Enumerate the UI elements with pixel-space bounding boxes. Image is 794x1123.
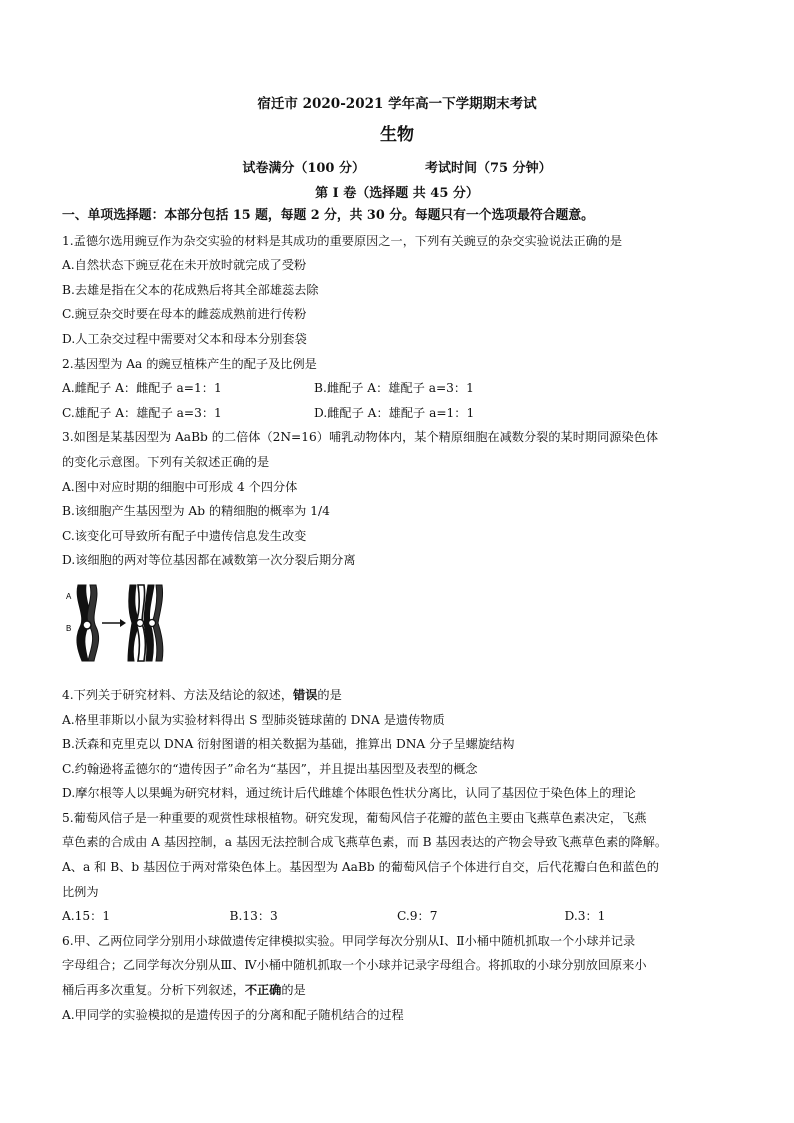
q3-option-d: D.该细胞的两对等位基因都在减数第一次分裂后期分离	[62, 553, 356, 568]
subject-title: 生物	[380, 125, 414, 145]
chromosome-pair-before	[77, 585, 99, 661]
q5-option-a: A.15：1	[62, 909, 111, 924]
q1-option-c: C.豌豆杂交时要在母本的雌蕊成熟前进行传粉	[62, 307, 307, 322]
chromosome-crossover-diagram	[64, 581, 174, 665]
q2-stem: 2.基因型为 Aa 的豌豆植株产生的配子及比例是	[62, 356, 317, 371]
q6-stem-emphasis: 不正确	[244, 983, 282, 998]
q6-stem-line2: 字母组合；乙同学每次分别从Ⅲ、Ⅳ小桶中随机抓取一个小球并记录字母组合。将抓取的小球分别放回原来小	[62, 958, 647, 973]
q4-stem-pre: 4.下列关于研究材料、方法及结论的叙述，	[62, 687, 294, 702]
q3-option-c: C.该变化可导致所有配子中遗传信息发生改变	[62, 528, 307, 543]
q5-options	[62, 904, 732, 929]
full-score-label: 试卷满分（100 分）	[242, 161, 366, 176]
q2-option-a: A.雌配子 A：雌配子 a=1：1	[62, 381, 222, 396]
q5-stem-line1: 5.葡萄风信子是一种重要的观赏性球根植物。研究发现，葡萄风信子花瓣的蓝色主要由飞燕草色素决定，飞燕	[62, 810, 647, 825]
q1-option-d: D.人工杂交过程中需要对父本和母本分别套袋	[62, 331, 307, 346]
exam-meta	[0, 157, 794, 176]
q2-option-c: C.雄配子 A：雄配子 a=3：1	[62, 405, 222, 420]
q6-stem-post: 的是	[281, 983, 306, 998]
q2-options-row2	[62, 401, 732, 426]
q4-option-d: D.摩尔根等人以果蝇为研究材料，通过统计后代雌雄个体眼色性状分离比，认同了基因位于染色体上的理论	[62, 786, 636, 801]
q1-stem: 1.孟德尔选用豌豆作为杂交实验的材料是其成功的重要原因之一，下列有关豌豆的杂交实验说法正确的是	[62, 233, 623, 248]
q3-option-a: A.图中对应时期的细胞中可形成 4 个四分体	[62, 479, 298, 494]
q1-option-b: B.去雄是指在父本的花成熟后将其全部雄蕊去除	[62, 282, 319, 297]
chromosome-figure	[62, 573, 732, 683]
figure-label-a: A	[66, 591, 72, 601]
questions	[62, 204, 732, 1027]
q6-option-a: A.甲同学的实验模拟的是遗传因子的分离和配子随机结合的过程	[62, 1007, 404, 1022]
q6-stem-line3	[62, 978, 732, 1003]
q4-stem-post: 的是	[317, 687, 342, 702]
q2-option-d: D.雌配子 A：雄配子 a=1：1	[314, 405, 475, 420]
q4-stem	[62, 683, 732, 708]
q1-option-a: A.自然状态下豌豆花在未开放时就完成了受粉	[62, 258, 307, 273]
q4-option-b: B.沃森和克里克以 DNA 衍射图谱的相关数据为基础，推算出 DNA 分子呈螺旋结构	[62, 737, 515, 752]
q5-option-d: D.3：1	[564, 909, 606, 924]
q5-stem-line2: 草色素的合成由 A 基因控制，a 基因无法控制合成飞燕草色素，而 B 基因表达的产物会导致飞燕草色素的降解。	[62, 835, 668, 850]
q4-option-c: C.约翰逊将孟德尔的“遗传因子”命名为“基因”，并且提出基因型及表型的概念	[62, 761, 478, 776]
figure-label-b: B	[66, 623, 72, 633]
q2-option-b: B.雌配子 A：雄配子 a=3：1	[314, 381, 474, 396]
q5-option-b: B.13：3	[229, 909, 278, 924]
section-heading: 一、单项选择题：本部分包括 15 题，每题 2 分，共 30 分。每题只有一个选项最符合题意。	[62, 208, 594, 223]
exam-title: 宿迁市 2020-2021 学年高一下学期期末考试	[257, 96, 537, 112]
q6-stem-line1: 6.甲、乙两位同学分别用小球做遗传定律模拟实验。甲同学每次分别从Ⅰ、Ⅱ小桶中随机抓取一个小球并记录	[62, 933, 636, 948]
arrow-icon	[102, 619, 126, 627]
q4-stem-emphasis: 错误	[293, 687, 318, 702]
exam-time-label: 考试时间（75 分钟）	[425, 161, 552, 176]
q4-option-a: A.格里菲斯以小鼠为实验材料得出 S 型肺炎链球菌的 DNA 是遗传物质	[62, 712, 445, 727]
q6-stem-pre: 桶后再多次重复。分析下列叙述，	[62, 983, 245, 998]
q5-stem-line4: 比例为	[62, 884, 99, 899]
volume-title: 第 Ⅰ 卷（选择题 共 45 分）	[315, 186, 479, 201]
q3-stem-line1: 3.如图是某基因型为 AaBb 的二倍体（2N=16）哺乳动物体内，某个精原细胞在减数分裂的某时期同源染色体	[62, 430, 659, 445]
q5-stem-line3: A、a 和 B、b 基因位于两对常染色体上。基因型为 AaBb 的葡萄风信子个体进行自交，后代花瓣白色和蓝色的	[62, 860, 659, 875]
q3-stem-line2: 的变化示意图。下列有关叙述正确的是	[62, 454, 270, 469]
q2-options-row1	[62, 376, 732, 401]
q3-option-b: B.该细胞产生基因型为 Ab 的精细胞的概率为 1/4	[62, 504, 330, 519]
chromosome-pair-after	[128, 585, 163, 661]
q5-option-c: C.9：7	[397, 909, 438, 924]
